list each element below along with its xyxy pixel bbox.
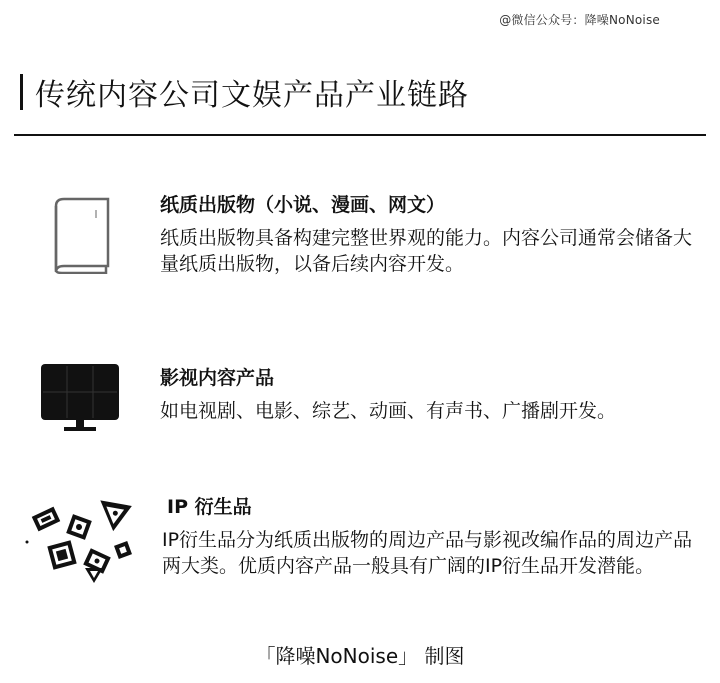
title-accent-bar (20, 74, 23, 110)
title-block (20, 70, 469, 114)
title-divider (14, 134, 706, 136)
list-item-print (160, 190, 700, 277)
list-item-ip (162, 492, 700, 579)
item-heading: 纸质出版物（小说、漫画、网文） (160, 194, 446, 216)
item-text: 纸质出版物具备构建完整世界观的能力。内容公司通常会储备大量纸质出版物，以备后续内容开发。 (160, 227, 693, 275)
book-icon (50, 196, 114, 274)
page-title: 传统内容公司文娱产品产业链路 (35, 78, 469, 113)
footer-credit: 「降噪NoNoise」 制图 (255, 644, 465, 668)
item-heading: 影视内容产品 (160, 367, 275, 389)
item-text: IP衍生品分为纸质出版物的周边产品与影视改编作品的周边产品两大类。优质内容产品一般具有广阔的IP衍生品开发潜能。 (162, 529, 693, 577)
monitor-icon (40, 363, 120, 433)
list-item-video (160, 363, 700, 424)
watermark: @微信公众号：降噪NoNoise (499, 13, 660, 27)
item-text: 如电视剧、电影、综艺、动画、有声书、广播剧开发。 (160, 400, 617, 422)
merchandise-icon (24, 495, 136, 587)
item-heading: IP 衍生品 (167, 496, 252, 518)
